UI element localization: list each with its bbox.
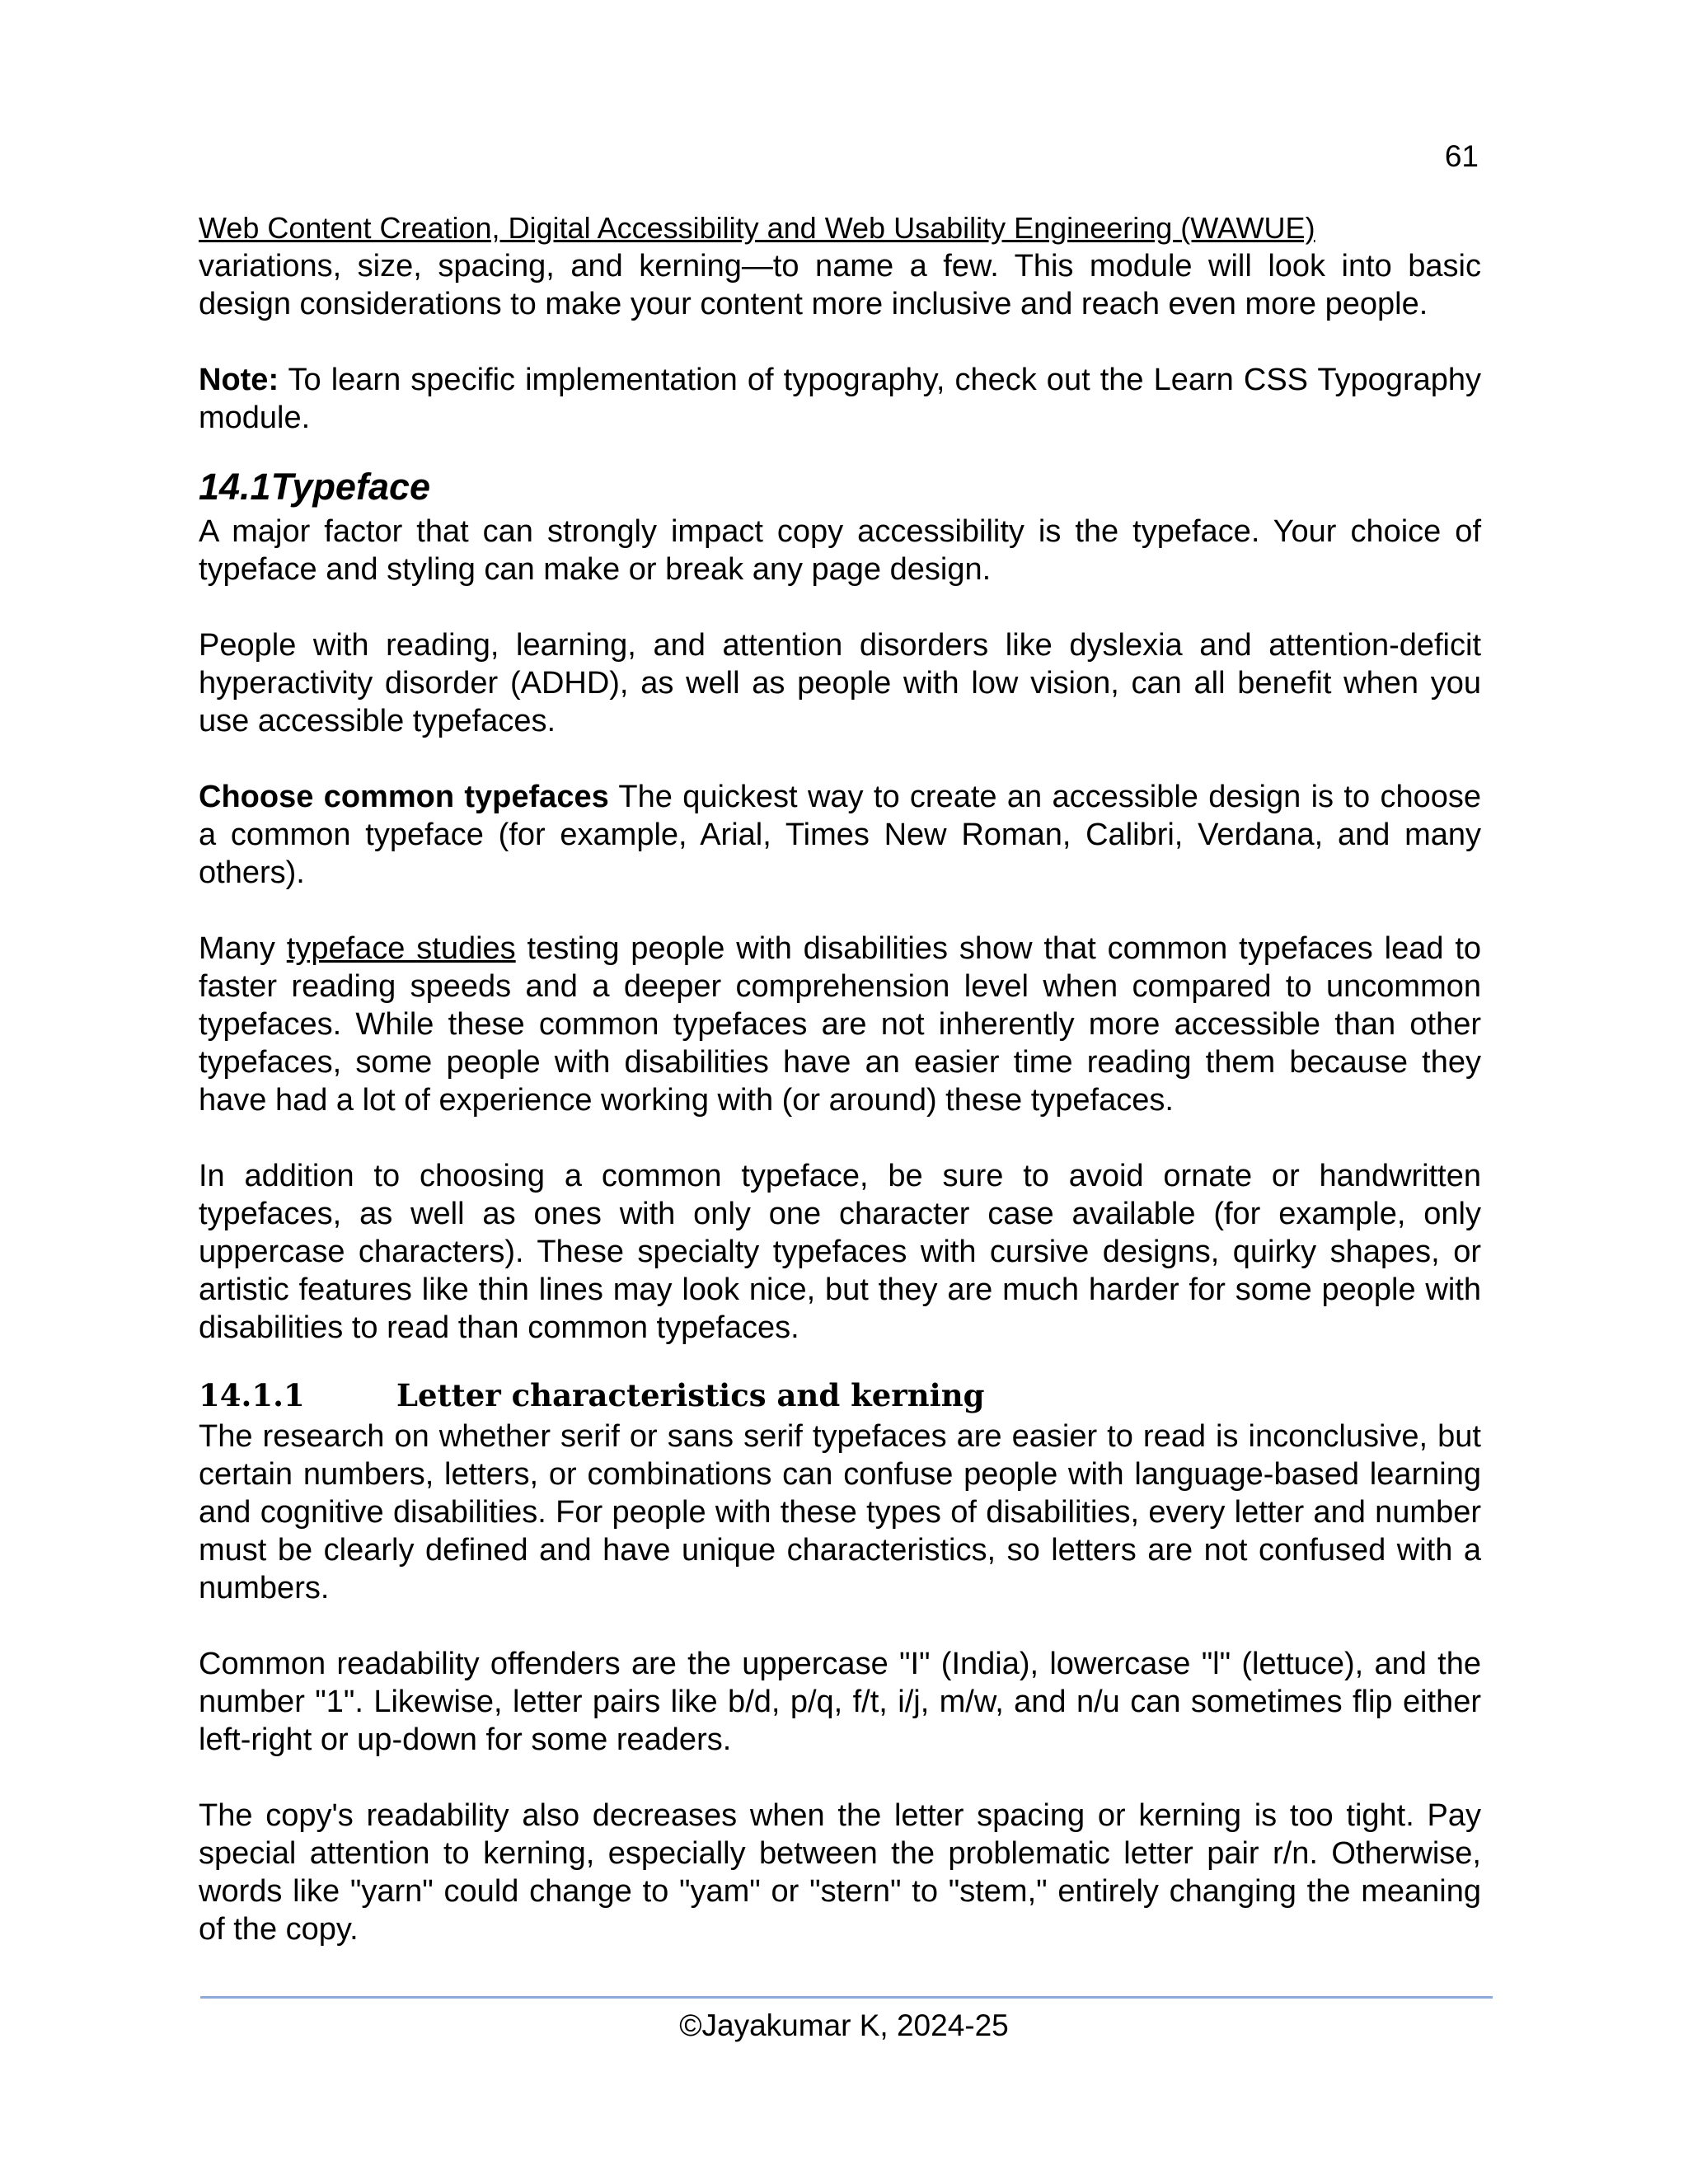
running-header: Web Content Creation, Digital Accessibility and Web Usability Engineering (WAWUE)	[199, 211, 1315, 245]
typeface-studies-link[interactable]: typeface studies	[286, 931, 516, 966]
typeface-paragraph-2: People with reading, learning, and attention disorders like dyslexia and attention-deficit hyperactivity disorder (ADHD), as well as people with low vision, can all benefit when you use accessible typefaces.	[199, 628, 1481, 738]
section-heading-typeface	[199, 465, 1481, 509]
letter-paragraph-1: The research on whether serif or sans serif typefaces are easier to read is inconclusive, but certain numbers, letters, or combinations can confuse people with language-based learning and cognitive disabilities. For people with these types of disabilities, every letter and number must be clearly defined and have unique characteristics, so letters are not confused with a numbers.	[199, 1419, 1481, 1605]
choose-common-text: The quickest way to create an accessible design is to choose a common typeface (for example, Arial, Times New Roman, Calibri, Verdana, and many others).	[199, 780, 1481, 890]
choose-common-paragraph	[199, 778, 1481, 892]
subsection-heading-letter-characteristics	[199, 1375, 1481, 1416]
note-paragraph	[199, 361, 1481, 437]
section-title: Typeface	[270, 466, 431, 508]
letter-paragraph-2: Common readability offenders are the uppercase "I" (India), lowercase "l" (lettuce), and the number "1". Likewise, letter pairs like b/d, p/q, f/t, i/j, m/w, and n/u can sometimes flip either left-right or up-down for some readers.	[199, 1647, 1481, 1757]
note-label: Note:	[199, 363, 279, 397]
studies-before: Many	[199, 931, 287, 966]
page-number: 61	[1444, 139, 1479, 173]
avoid-ornate-paragraph: In addition to choosing a common typeface, be sure to avoid ornate or handwritten typefaces, as well as ones with only one character case available (for example, only uppercase characters). These specialty typefaces with cursive designs, quirky shapes, or artistic features like thin lines may look nice, but they are much harder for some people with disabilities to read than common typefaces.	[199, 1159, 1481, 1345]
page-content	[199, 209, 1481, 1948]
choose-common-lead: Choose common typefaces	[199, 780, 609, 814]
intro-paragraph: variations, size, spacing, and kerning—to name a few. This module will look into basic design considerations to make your content more inclusive and reach even more people.	[199, 249, 1481, 321]
note-text: To learn specific implementation of typography, check out the Learn CSS Typography module.	[199, 363, 1481, 435]
subsection-number: 14.1.1	[199, 1377, 305, 1413]
studies-paragraph	[199, 930, 1481, 1119]
footer-rule	[200, 1996, 1493, 1999]
letter-paragraph-3: The copy's readability also decreases when the letter spacing or kerning is too tight. Pay special attention to kerning, especially between the problematic letter pair r/n. Otherwise, words like "yarn" could change to "yam" or "stern" to "stem," entirely changing the meaning of the copy.	[199, 1798, 1481, 1947]
section-number: 14.1	[199, 466, 271, 508]
typeface-paragraph-1: A major factor that can strongly impact copy accessibility is the typeface. Your choice of typeface and styling can make or break any page design.	[199, 514, 1481, 587]
footer-copyright: ©Jayakumar K, 2024-25	[679, 2008, 1009, 2042]
studies-after: testing people with disabilities show that common typefaces lead to faster reading speeds and a deeper comprehension level when compared to uncommon typefaces. While these common typefaces are not inherently more accessible than other typefaces, some people with disabilities have an easier time reading them because they have had a lot of experience working with (or around) these typefaces.	[199, 931, 1482, 1118]
subsection-title: Letter characteristics and kerning	[396, 1377, 985, 1413]
